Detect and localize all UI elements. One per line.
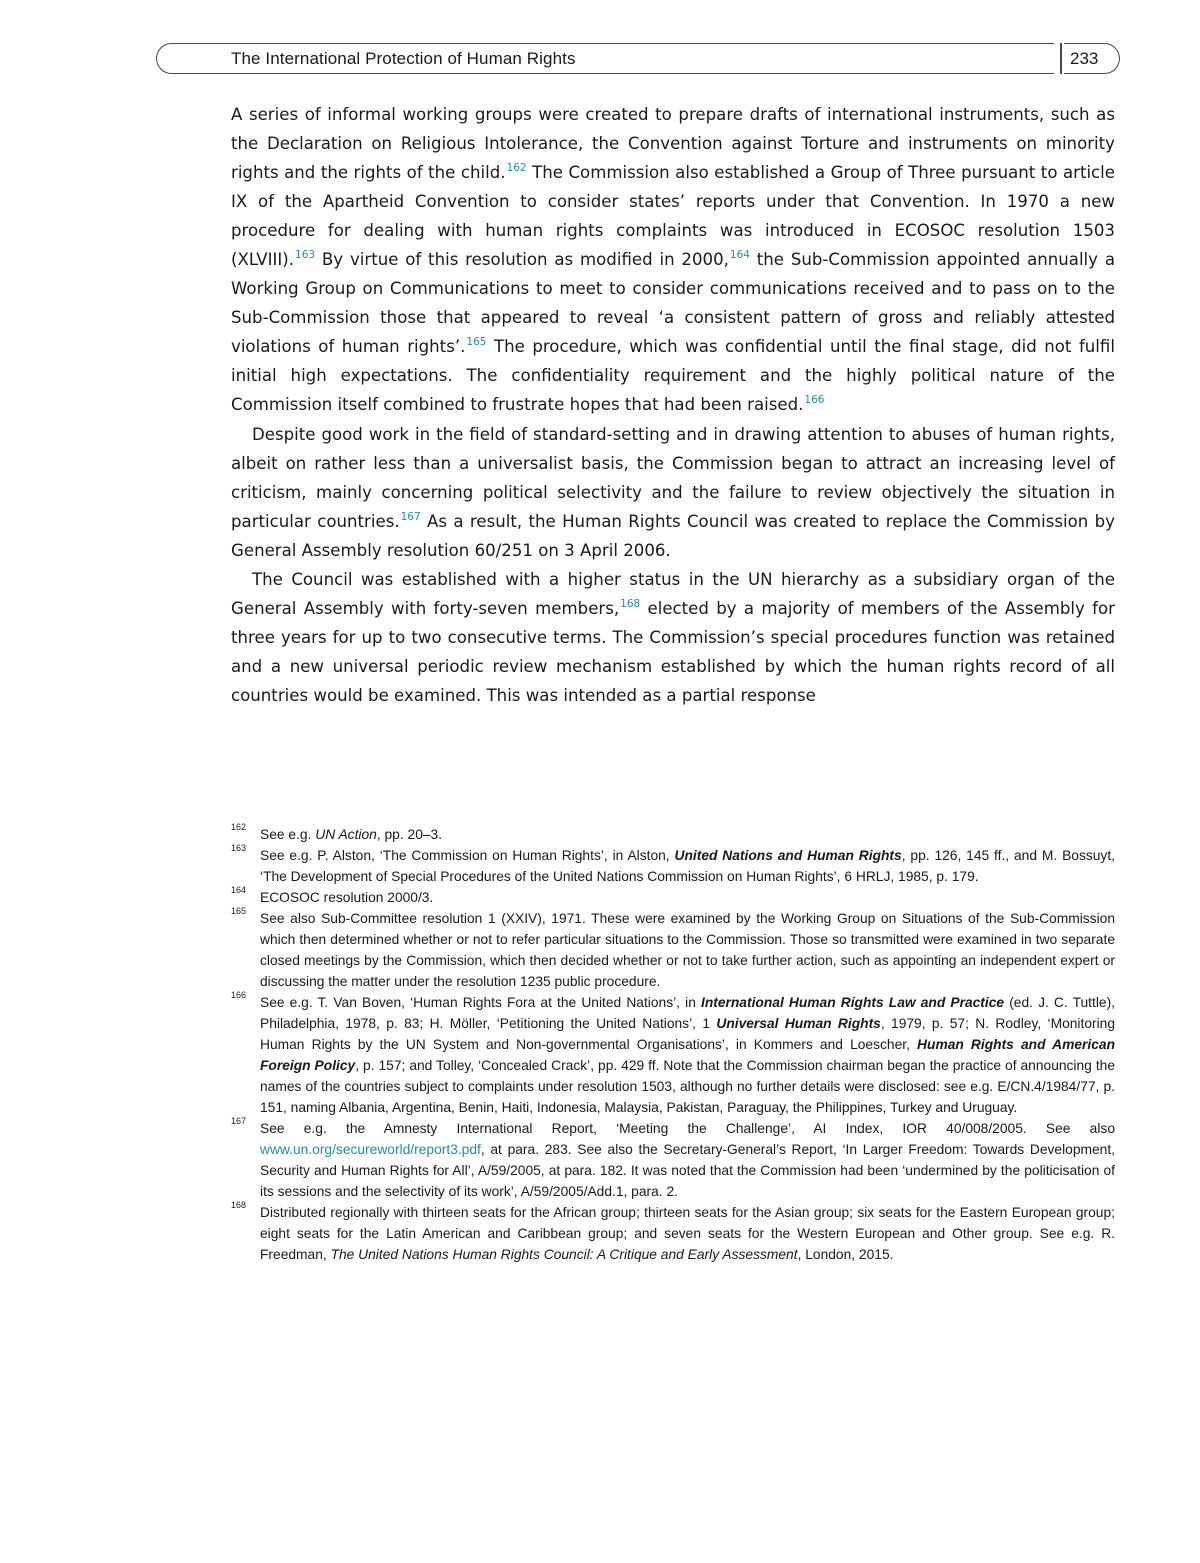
footnote-166	[231, 992, 1115, 1118]
paragraph-2	[231, 420, 1115, 565]
footnote-ref-162[interactable]: 162	[506, 162, 527, 175]
text-span: The procedure, which was confidential until the final stage, did not fulfil initial high expectations. The confidentiality requirement and the highly political nature of the Commission itself combined to frustrate hopes that had been raised.	[231, 337, 1115, 415]
italic-title: United Nations and Human Rights	[674, 848, 902, 863]
footnote-165	[231, 908, 1115, 992]
italic-title: The United Nations Human Rights Council: A Critique and Early Assessment	[330, 1247, 798, 1262]
text-span: , p. 157; and Tolley, ‘Concealed Crack’, pp. 429 ff. Note that the Commission chairman began the practice of announcing the names of the countries subject to complaints under resolution 1503, although no further details were disclosed: see e.g. E/CN.4/1984/77, p. 151, naming Albania, Argentina, Benin, Haiti, Indonesia, Malaysia, Pakistan, Paraguay, the Philippines, Turkey and Uruguay.	[260, 1058, 1115, 1115]
text-span: Despite good work in the field of standard-setting and in drawing attention to abuses of human rights, albeit on rather less than a universalist basis, the Commission began to attract an increasing level of criticism, mainly concerning political selectivity and the failure to review objectively the situation in particular countries.	[231, 424, 1115, 531]
italic-title: International Human Rights Law and Practice	[700, 995, 1005, 1010]
footnote-163	[231, 845, 1115, 887]
paragraph-3	[231, 565, 1115, 710]
text-span: elected by a majority of members of the Assembly for three years for up to two consecutive terms. The Commission’s special procedures function was retained and a new universal periodic review mechanism established by which the human rights record of all countries would be examined. This was intended as a partial response	[231, 598, 1115, 705]
running-title: The International Protection of Human Rights	[231, 49, 576, 68]
header-divider	[1060, 43, 1062, 74]
text-span: See also Sub-Committee resolution 1 (XXIV), 1971. These were examined by the Working Group on Situations of the Sub-Commission which then determined whether or not to refer particular situations to the Commission. Those so transmitted were examined in two separate closed meetings by the Commission, which then decided whether or not to take further action, such as appointing an independent expert or discussing the matter under the resolution 1235 public procedure.	[260, 911, 1115, 989]
italic-title: Human Rights and American Foreign Policy	[260, 1037, 1115, 1073]
footnote-ref-167[interactable]: 167	[400, 510, 421, 523]
text-span: , at para. 283. See also the Secretary-General’s Report, ‘In Larger Freedom: Towards Development, Security and Human Rights for All’, A/59/2005, at para. 182. It was noted that the Commission had been ‘undermined by the politicisation of its sessions and the selectivity of its work’, A/59/2005/Add.1, para. 2.	[260, 1142, 1115, 1199]
footnote-number: 168	[231, 1200, 247, 1210]
text-span: The Council was established with a higher status in the UN hierarchy as a subsidiary organ of the General Assembly with forty-seven members,	[231, 569, 1115, 618]
footnote-168	[231, 1202, 1115, 1265]
text-span: , London, 2015.	[797, 1247, 894, 1262]
footnotes	[231, 824, 1115, 1265]
text-span: (ed. J. C. Tuttle), Philadelphia, 1978, p. 83; H. Möller, ‘Petitioning the United Nations’, 1	[260, 995, 1116, 1031]
footnote-167	[231, 1118, 1115, 1202]
footnote-ref-166[interactable]: 166	[804, 394, 825, 407]
footnote-number: 162	[231, 822, 247, 832]
footnote-number: 166	[231, 990, 247, 1000]
text-span: Distributed regionally with thirteen seats for the African group; thirteen seats for the Asian group; six seats for the Eastern European group; eight seats for the Latin American and Caribbean group; and seven seats for the Western European and Other group. See e.g. R. Freedman,	[260, 1205, 1115, 1262]
footnote-ref-163[interactable]: 163	[295, 249, 316, 262]
italic-title: UN Action	[315, 827, 377, 842]
text-span: the Sub-Commission appointed annually a Working Group on Communications to meet to consider communications received and to pass on to the Sub-Commission those that appeared to reveal ‘a consistent pattern of gross and reliably attested violations of human rights’.	[231, 250, 1115, 357]
text-span: By virtue of this resolution as modified in 2000,	[315, 250, 729, 270]
text-span: See e.g.	[260, 827, 316, 842]
text-span: , 1979, p. 57; N. Rodley, ‘Monitoring Human Rights by the UN System and Non-governmental Organisations’, in Kommers and Loescher,	[260, 1016, 1116, 1052]
footnote-ref-165[interactable]: 165	[466, 336, 487, 349]
header-page-frame	[1064, 43, 1120, 74]
text-span: As a result, the Human Rights Council was created to replace the Commission by General Assembly resolution 60/251 on 3 April 2006.	[231, 511, 1115, 560]
text-span: A series of informal working groups were created to prepare drafts of international instruments, such as the Declaration on Religious Intolerance, the Convention against Torture and instruments on minority rights and the rights of the child.	[231, 105, 1115, 183]
footnote-162	[231, 824, 1115, 845]
footnote-number: 164	[231, 885, 247, 895]
text-span: See e.g. T. Van Boven, ‘Human Rights Fora at the United Nations’, in	[260, 995, 701, 1010]
footnote-ref-164[interactable]: 164	[729, 249, 750, 262]
italic-title: Universal Human Rights	[716, 1016, 881, 1031]
report-link[interactable]: www.un.org/secureworld/report3.pdf	[260, 1142, 481, 1157]
footnote-number: 167	[231, 1116, 247, 1126]
text-span: The Commission also established a Group of Three pursuant to article IX of the Apartheid Convention to consider states’ reports under that Convention. In 1970 a new procedure for dealing with human rights complaints was introduced in ECOSOC resolution 1503 (XLVIII).	[231, 163, 1116, 270]
footnote-number: 165	[231, 906, 247, 916]
footnote-164	[231, 887, 1115, 908]
footnote-number: 163	[231, 843, 247, 853]
running-header	[156, 43, 1120, 76]
text-span: ECOSOC resolution 2000/3.	[260, 890, 434, 905]
footnote-ref-168[interactable]: 168	[620, 597, 641, 610]
text-span: See e.g. the Amnesty International Report, ‘Meeting the Challenge’, AI Index, IOR 40/008/2005. See also	[260, 1121, 1115, 1136]
text-span: See e.g. P. Alston, ‘The Commission on Human Rights’, in Alston,	[260, 848, 675, 863]
body-text	[231, 100, 1115, 710]
header-title-frame	[156, 43, 1054, 74]
text-span: , pp. 20–3.	[376, 827, 443, 842]
text-span: , pp. 126, 145 ff., and M. Bossuyt, ‘The Development of Special Procedures of the United Nations Commission on Human Rights’, 6 HRLJ, 1985, p. 179.	[260, 848, 1115, 884]
page-number: 233	[1070, 49, 1099, 68]
paragraph-1	[231, 100, 1115, 420]
